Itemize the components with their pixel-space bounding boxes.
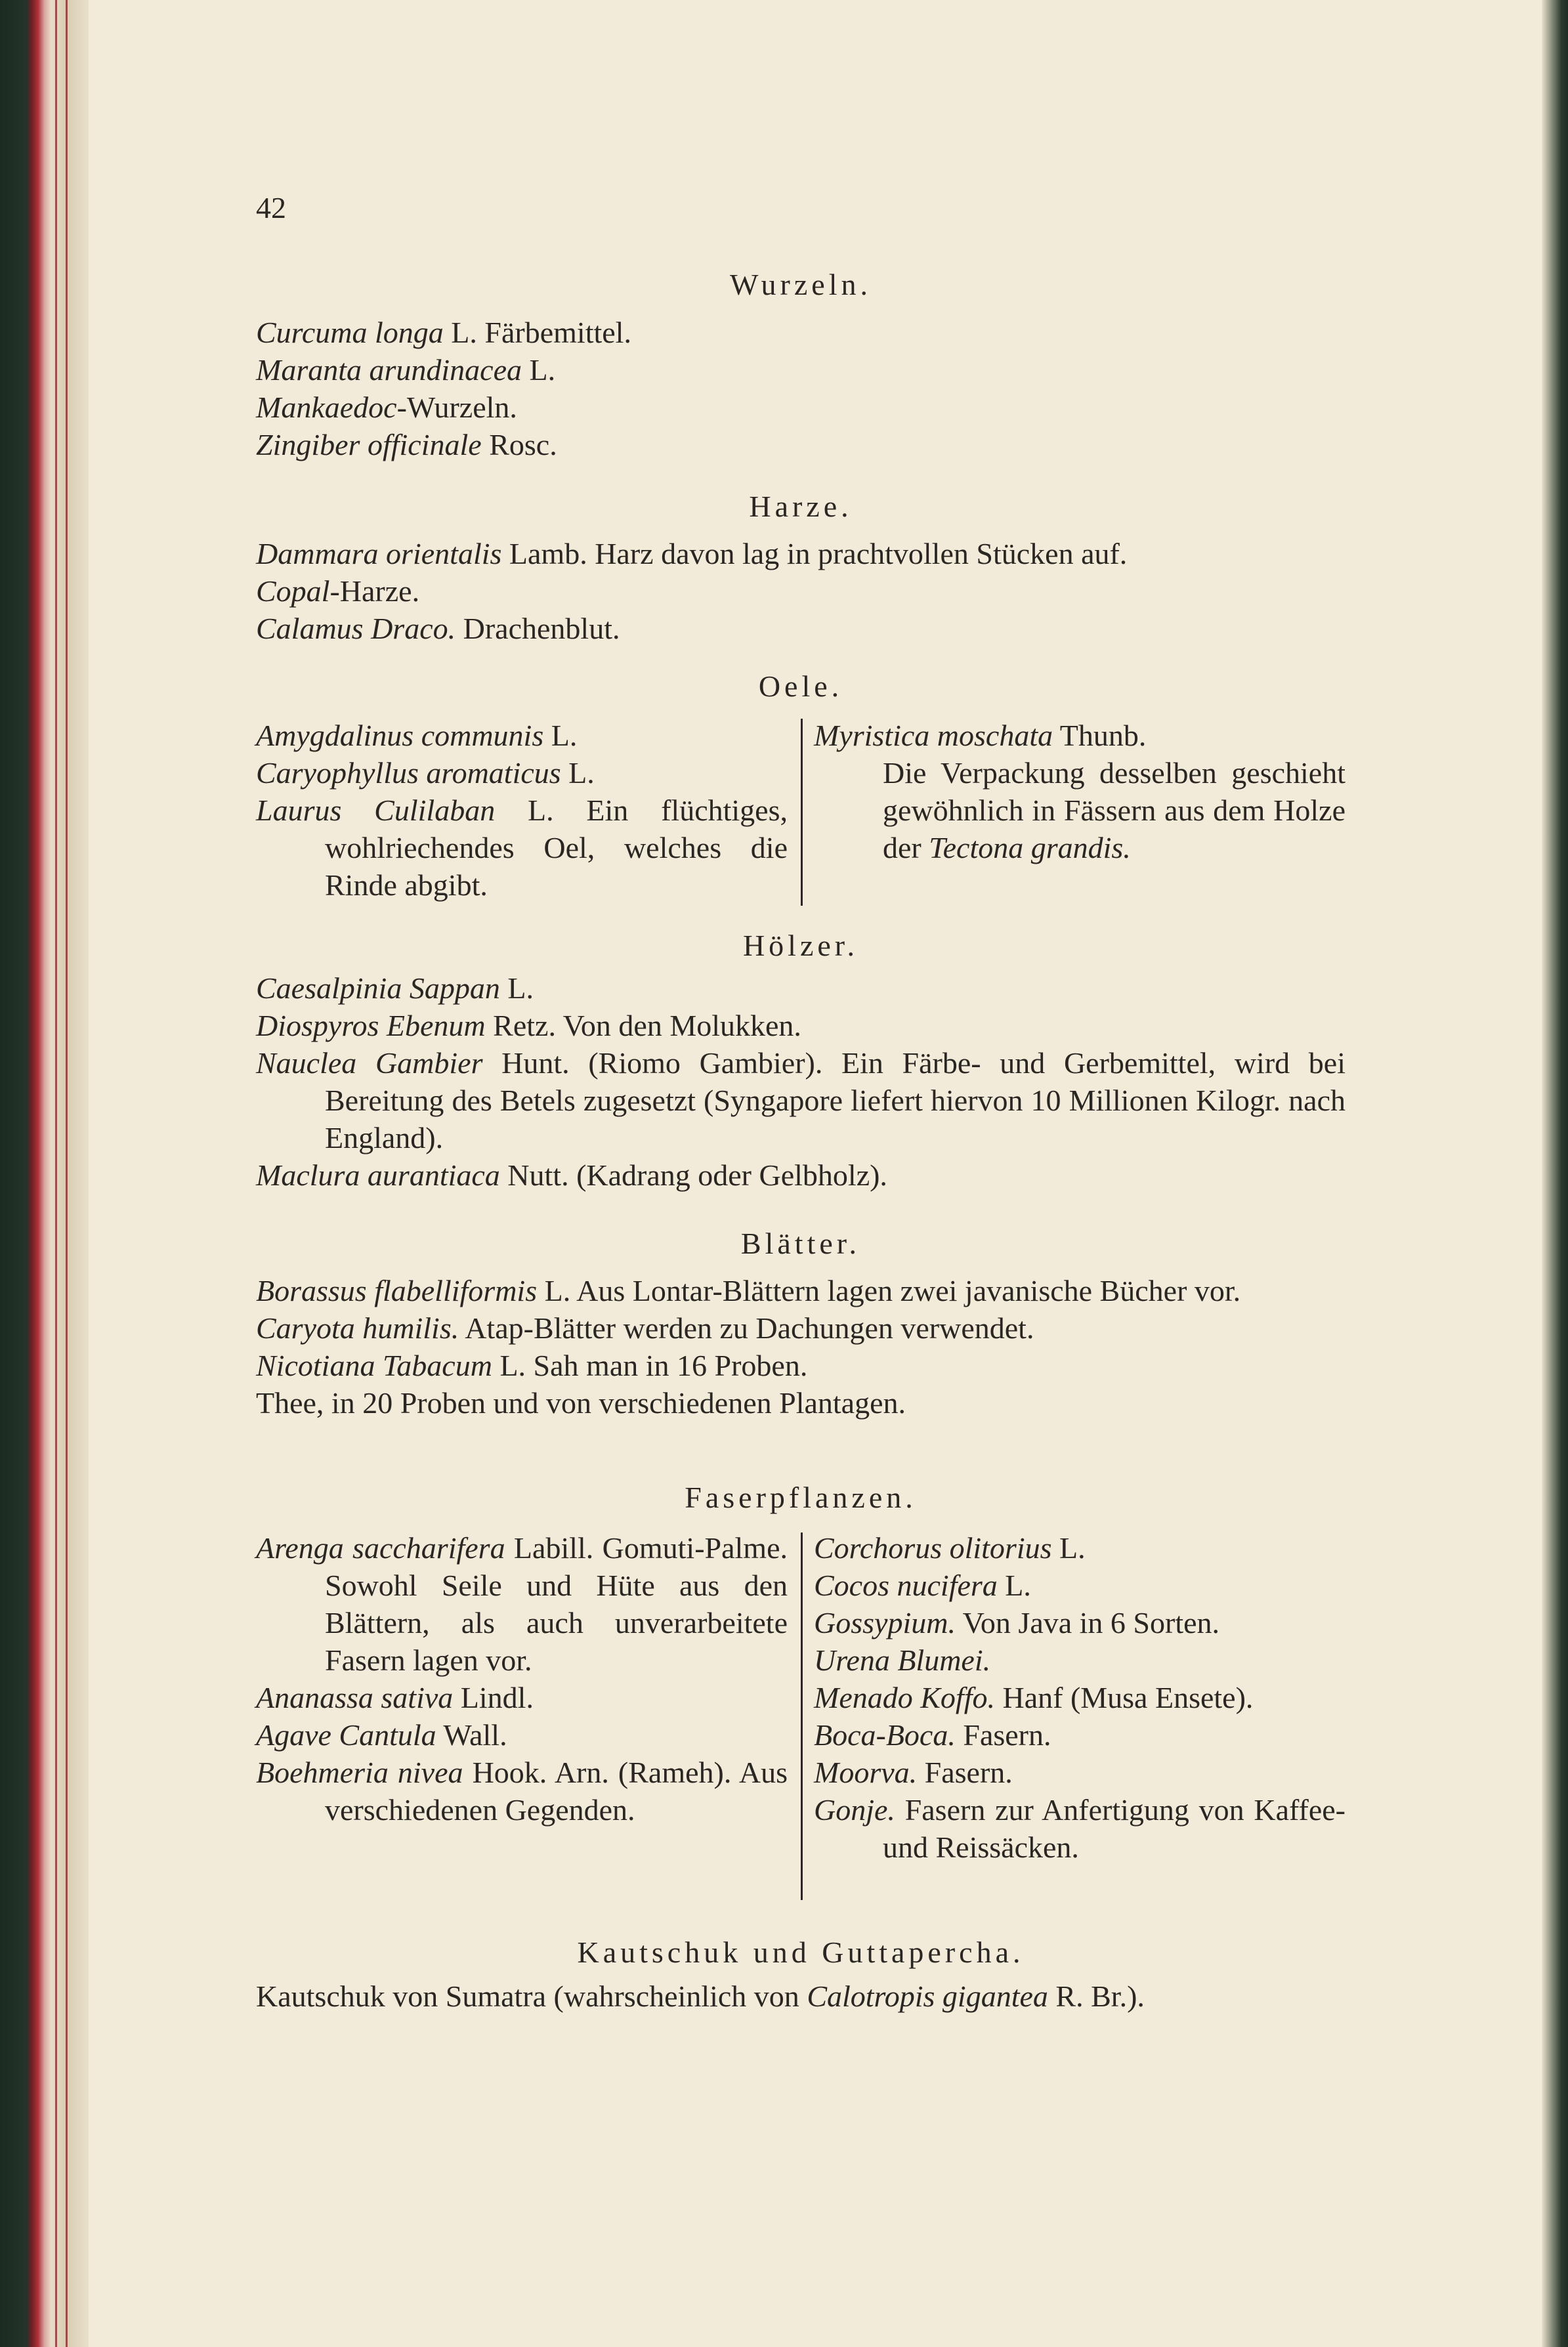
oele-right-column <box>814 717 1346 866</box>
entry: Nauclea Gambier Hunt. (Riomo Gambier). Ein Färbe- und Gerbemittel, wird bei Bereitung des Betels zugesetzt (Syngapore liefert hiervon 10 Millionen Kilogr. nach England). <box>256 1046 1346 1154</box>
entry: Laurus Culilaban L. Ein flüchtiges, wohlriechendes Oel, welches die Rinde abgibt. <box>256 793 788 902</box>
entry: Diospyros Ebenum Retz. Von den Molukken. <box>256 1009 801 1042</box>
entry: Borassus flabelliformis L. Aus Lontar-Blättern lagen zwei javanische Bücher vor. <box>256 1274 1241 1307</box>
oele-left-column <box>256 717 788 904</box>
spine-rule <box>66 0 68 2347</box>
section-heading-faserpflanzen: Faserpflanzen. <box>685 1481 917 1514</box>
entry: Boehmeria nivea Hook. Arn. (Rameh). Aus verschiedenen Gegenden. <box>256 1756 788 1827</box>
page-number: 42 <box>256 191 286 224</box>
faser-right-column <box>814 1529 1346 1866</box>
entry: Caesalpinia Sappan L. <box>256 971 534 1005</box>
entry: Dammara orientalis Lamb. Harz davon lag in prachtvollen Stücken auf. <box>256 537 1128 570</box>
column-divider <box>801 719 803 906</box>
entry: Menado Koffo. Hanf (Musa Ensete). <box>814 1681 1254 1714</box>
page-edge <box>1542 0 1568 2347</box>
entry: Thee, in 20 Proben und von verschiedenen Plantagen. <box>256 1386 906 1420</box>
entry: Cocos nucifera L. <box>814 1569 1031 1602</box>
entry: Nicotiana Tabacum L. Sah man in 16 Proben. <box>256 1349 808 1382</box>
section-heading-hoelzer: Hölzer. <box>742 929 859 962</box>
section-blaetter <box>256 1272 1346 1422</box>
entry: Gossypium. Von Java in 6 Sorten. <box>814 1606 1220 1639</box>
section-heading-blaetter: Blätter. <box>740 1227 861 1260</box>
entry: Calamus Draco. Drachenblut. <box>256 612 620 645</box>
section-heading-harze: Harze. <box>749 490 853 523</box>
entry: Myristica moschata Thunb. <box>814 719 1147 752</box>
entry: Gonje. Fasern zur Anfertigung von Kaffee- und Reissäcken. <box>814 1793 1346 1864</box>
section-heading-kautschuk: Kautschuk und Guttapercha. <box>577 1935 1025 1969</box>
section-hoelzer <box>256 969 1346 1194</box>
entry: Maclura aurantiaca Nutt. (Kadrang oder Gelbholz). <box>256 1158 887 1192</box>
section-wurzeln <box>256 314 1346 463</box>
entry: Caryota humilis. Atap-Blätter werden zu Dachungen verwendet. <box>256 1311 1034 1345</box>
faser-left-column <box>256 1529 788 1829</box>
entry: Copal-Harze. <box>256 574 420 608</box>
section-kautschuk <box>256 1977 1346 2015</box>
section-heading-oele: Oele. <box>758 669 843 703</box>
entry: Kautschuk von Sumatra (wahrscheinlich von Calotropis gigantea R. Br.). <box>256 1979 1145 2013</box>
entry: Mankaedoc-Wurzeln. <box>256 391 517 424</box>
spine-rule <box>55 0 57 2347</box>
column-divider <box>801 1533 803 1900</box>
section-heading-wurzeln: Wurzeln. <box>729 268 872 301</box>
page-content <box>256 0 1346 2347</box>
entry: Agave Cantula Wall. <box>256 1718 507 1752</box>
entry: Moorva. Fasern. <box>814 1756 1013 1789</box>
entry: Corchorus olitorius L. <box>814 1531 1086 1565</box>
entry: Arenga saccharifera Labill. Gomuti-Palme. Sowohl Seile und Hüte aus den Blättern, als auch unverarbeitete Fasern lagen vor. <box>256 1531 788 1677</box>
entry: Amygdalinus communis L. <box>256 719 578 752</box>
entry: Caryophyllus aromaticus L. <box>256 756 595 790</box>
entry: Die Verpackung desselben geschieht gewöhnlich in Fässern aus dem Holze der Tectona grandis. <box>883 756 1346 864</box>
entry: Ananassa sativa Lindl. <box>256 1681 534 1714</box>
entry: Boca-Boca. Fasern. <box>814 1718 1051 1752</box>
book-spine <box>0 0 89 2347</box>
entry: Zingiber officinale Rosc. <box>256 428 557 461</box>
entry: Urena Blumei. <box>814 1643 991 1677</box>
entry: Maranta arundinacea L. <box>256 353 556 387</box>
section-harze <box>256 535 1346 647</box>
entry: Curcuma longa L. Färbemittel. <box>256 316 631 349</box>
